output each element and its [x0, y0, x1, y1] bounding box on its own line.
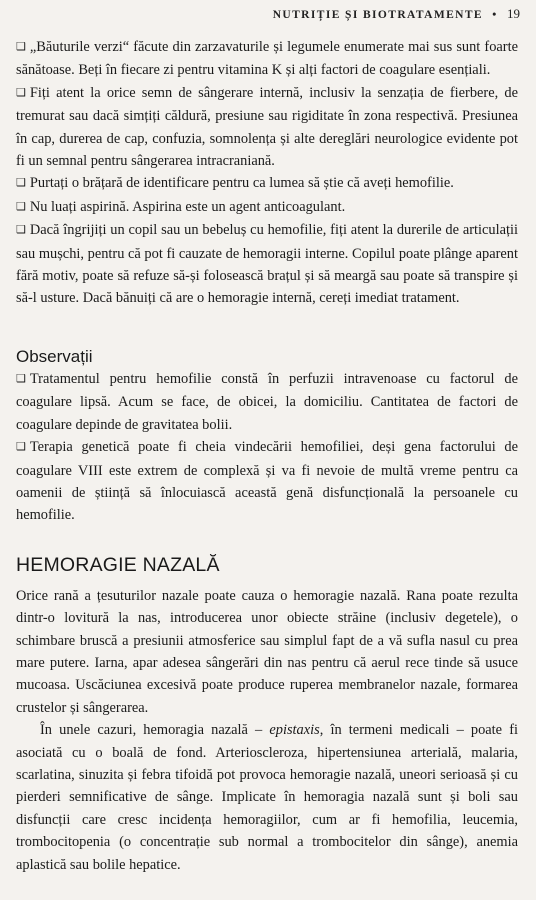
- checkbox-bullet-icon: ❑: [16, 177, 26, 190]
- running-title: NUTRIȚIE ȘI BIOTRATAMENTE: [272, 9, 483, 21]
- paragraph: În unele cazuri, hemoragia nazală – epistaxis, în termeni medicali – poate fi asociată cu o boală de fond. Arterioscleroza, hipertensiunea arterială, malaria, scarlatina, sinuzita și febra tifoidă pot provoca hemoragie nazală, uneori serioasă și cu pierderi semnificative de sânge. Implicate în hemoragia nazală sunt și boli sau disfuncții care cresc incidența hemoragiilor, cum ar fi hemofilia, leucemia, trombocitopenia (o concentrație sub normal a trombocitelor din sânge), anemia aplastică sau bolile hepatice.: [16, 722, 518, 873]
- page-body: [16, 36, 518, 876]
- list-item: ❑ Nu luați aspirină. Aspirina este un agent anticoagulant.: [16, 198, 346, 215]
- italic-term: epistaxis: [269, 722, 320, 739]
- section-heading: HEMORAGIE NAZALĂ: [16, 553, 220, 576]
- list-item: ❑ Fiți atent la orice semn de sângerare internă, inclusiv la senzația de fierbere, de tremurat sau dacă simțiți căldură, presiune sau rigiditate în zona respectivă. Presiunea în cap, durerea de cap, confuzia, somnolența și alte dereglări neurologice evidente pot fi un semnal pentru sângerarea intracraniană.: [16, 84, 518, 170]
- checkbox-bullet-icon: ❑: [16, 200, 26, 213]
- list-item: ❑ Purtați o brățară de identificare pentru ca lumea să știe că aveți hemofilie.: [16, 175, 454, 192]
- paragraph: Orice rană a țesuturilor nazale poate cauza o hemoragie nazală. Rana poate rezulta dintr-o lovitură la nas, introducerea unor obiecte străine (inclusiv degetele), o schimbare bruscă a presiunii atmosferice sau simplul fapt de a vă sufla nasul cu prea mare putere. Iarna, apar adesea sângerări din nas pentru că aerul rece tinde să usuce mucoasa. Uscăciunea excesivă poate produce ruperea membranelor nazale, formarea crustelor și sângerarea.: [16, 587, 518, 716]
- page-number: 19: [507, 6, 520, 21]
- checkbox-bullet-icon: ❑: [16, 41, 26, 53]
- list-item: ❑ Dacă îngrijiți un copil sau un bebeluș cu hemofilie, fiți atent la durerile de articulații sau mușchi, pentru că pot fi cauzate de hemoragii interne. Copilul poate plânge aparent fără motiv, poate să refuze să-și folosească brațul și să meargă sau poate să transpire și să-l usture. Dacă bănuiți că are o hemoragie internă, cereți imediat tratament.: [16, 222, 518, 307]
- checkbox-bullet-icon: ❑: [16, 86, 26, 99]
- list-item: ❑ Tratamentul pentru hemofilie constă în perfuzii intravenoase cu factorul de coagulare lipsă. Acum se face, de obicei, la domiciliu. Cantitatea de factori de coagulare depinde de gravitatea bolii.: [16, 370, 518, 433]
- running-header: [273, 6, 520, 22]
- checkbox-bullet-icon: ❑: [16, 224, 26, 237]
- header-separator: •: [492, 9, 498, 21]
- checkbox-bullet-icon: ❑: [16, 441, 26, 454]
- observatii-heading: Observații: [16, 346, 93, 366]
- list-item: ❑ Terapia genetică poate fi cheia vindecării hemofiliei, deși gena factorului de coagulare VIII este extrem de complexă și va fi nevoie de multă vreme pentru ca oamenii de știință să înlocuiască această genă disfuncțională la persoanele cu hemofilie.: [16, 439, 518, 524]
- checkbox-bullet-icon: ❑: [16, 372, 26, 385]
- list-item: ❑ „Băuturile verzi“ făcute din zarzavaturile și legumele enumerate mai sus sunt foarte sănătoase. Beți în fiecare zi pentru vitamina K și alți factori de coagulare esențiali.: [16, 39, 518, 79]
